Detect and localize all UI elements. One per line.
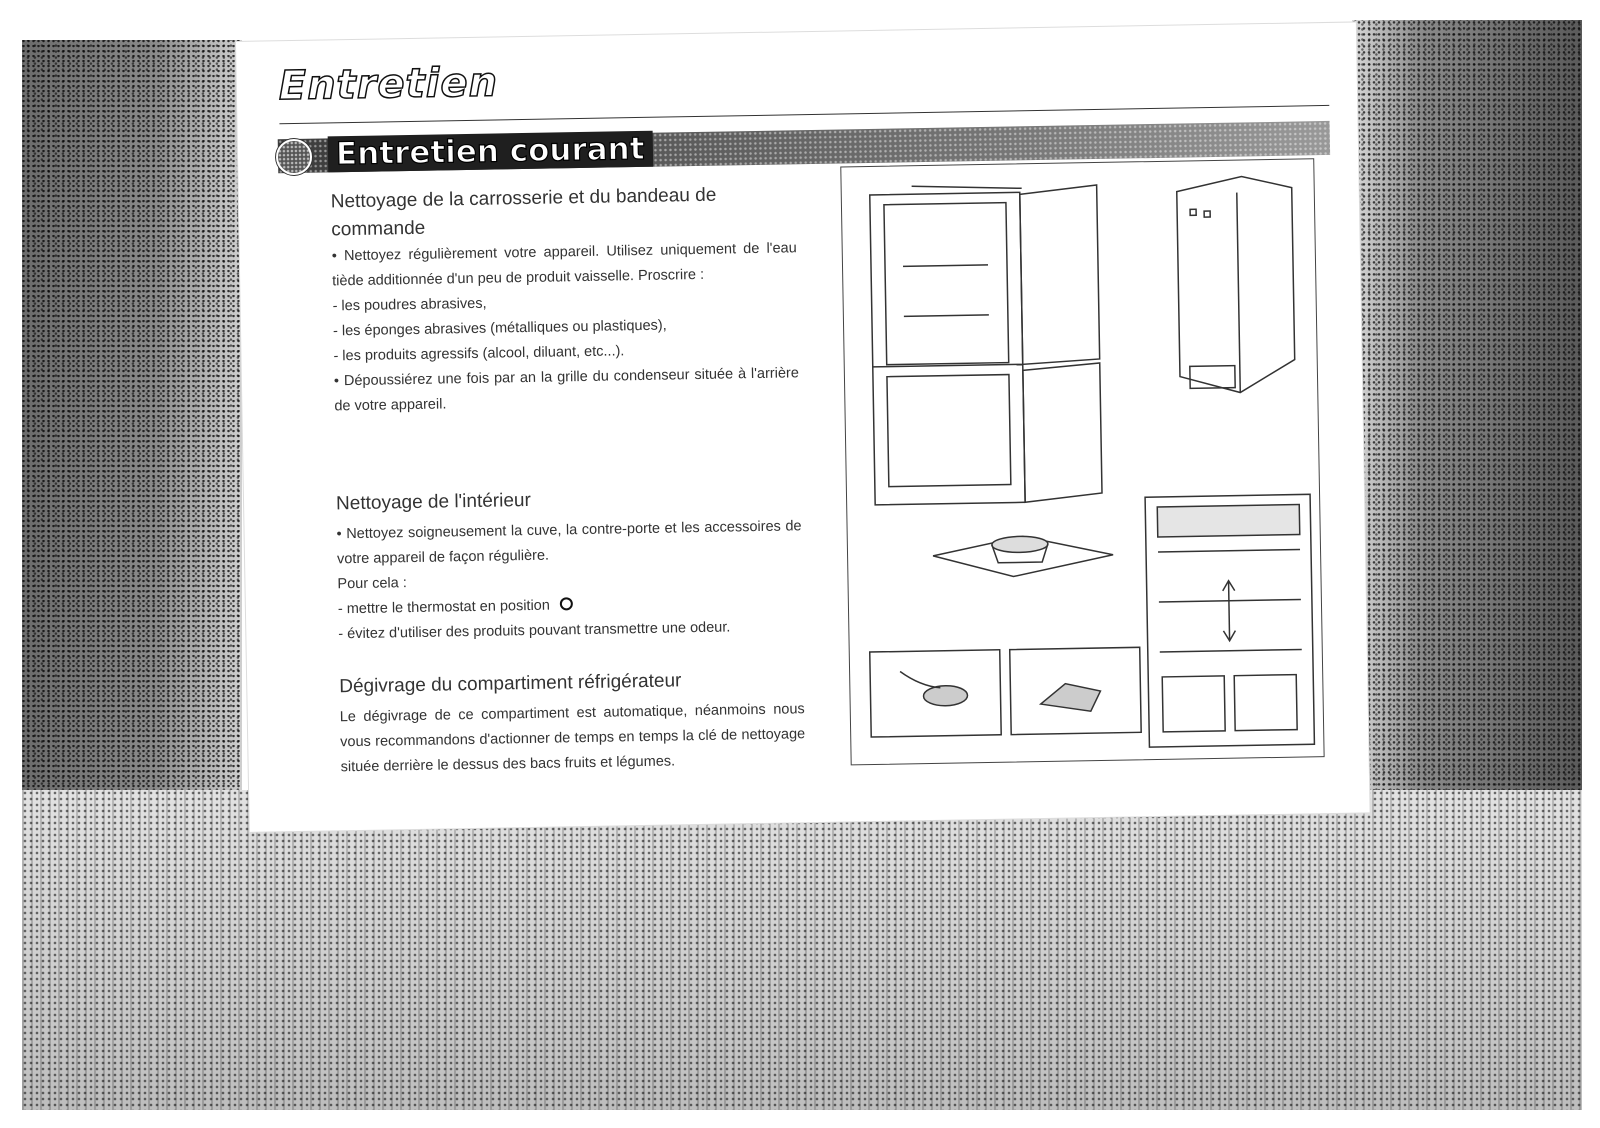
body-cleaning-heading-line2: commande: [331, 217, 426, 241]
cleaning-step-2-illustration: [1010, 647, 1141, 734]
fridge-rear-illustration: [1177, 176, 1296, 394]
defrost-section: [339, 668, 806, 780]
page-title: Entretien: [278, 59, 499, 110]
body-cleaning-heading-line1: Nettoyage de la carrosserie et du bandeau de: [330, 184, 717, 213]
scan-noise-bottom: [22, 790, 1582, 1110]
list-item: - les poudres abrasives,: [332, 295, 487, 315]
fridge-illustrations: [841, 159, 1323, 764]
section-title: Entretien courant: [328, 131, 653, 173]
body-cleaning-dust-paragraph: • Dépoussiérez une fois par an la grille du condenseur située à l'arrière de votre appareil.: [333, 365, 800, 415]
defrost-key-illustration: [1145, 494, 1314, 747]
interior-cleaning-heading: Nettoyage de l'intérieur: [335, 489, 532, 515]
list-item: - les produits agressifs (alcool, diluant, etc...).: [333, 343, 625, 365]
fridge-open-illustration: [870, 183, 1103, 505]
list-item: - évitez d'utiliser des produits pouvant transmettre une odeur.: [338, 619, 731, 643]
manual-page: [236, 22, 1370, 831]
interior-cleaning-paragraph: • Nettoyez soigneusement la cuve, la contre-porte et les accessoires de votre appareil de façon régulière.: [336, 518, 802, 568]
body-cleaning-paragraph: • Nettoyez régulièrement votre appareil. Utilisez uniquement de l'eau tiède additionnée d'un peu de produit vaisselle. Proscrire :: [331, 240, 797, 290]
list-item: - les éponges abrasives (métalliques ou plastiques),: [332, 317, 667, 340]
cleaning-step-1-illustration: [870, 650, 1001, 737]
body-cleaning-heading: [331, 180, 797, 244]
interior-cleaning-intro: Pour cela :: [337, 575, 407, 593]
body-cleaning-section: [331, 180, 800, 419]
illustration-panel: [840, 158, 1324, 765]
section-badge-icon: [276, 139, 313, 176]
defrost-heading: Dégivrage du compartiment réfrigérateur: [339, 670, 682, 698]
text-column: [330, 180, 806, 776]
dish-on-mat-illustration: [933, 535, 1114, 578]
thermostat-instruction: - mettre le thermostat en position: [337, 597, 550, 618]
defrost-paragraph: Le dégivrage de ce compartiment est automatique, néanmoins nous vous recommandons d'actionner de temps en temps la clé de nettoyage située derrière le dessus des bacs fruits et légumes.: [339, 701, 806, 776]
interior-cleaning-section: [336, 485, 804, 647]
thermostat-off-icon: [560, 597, 573, 610]
title-rule: [279, 105, 1329, 124]
